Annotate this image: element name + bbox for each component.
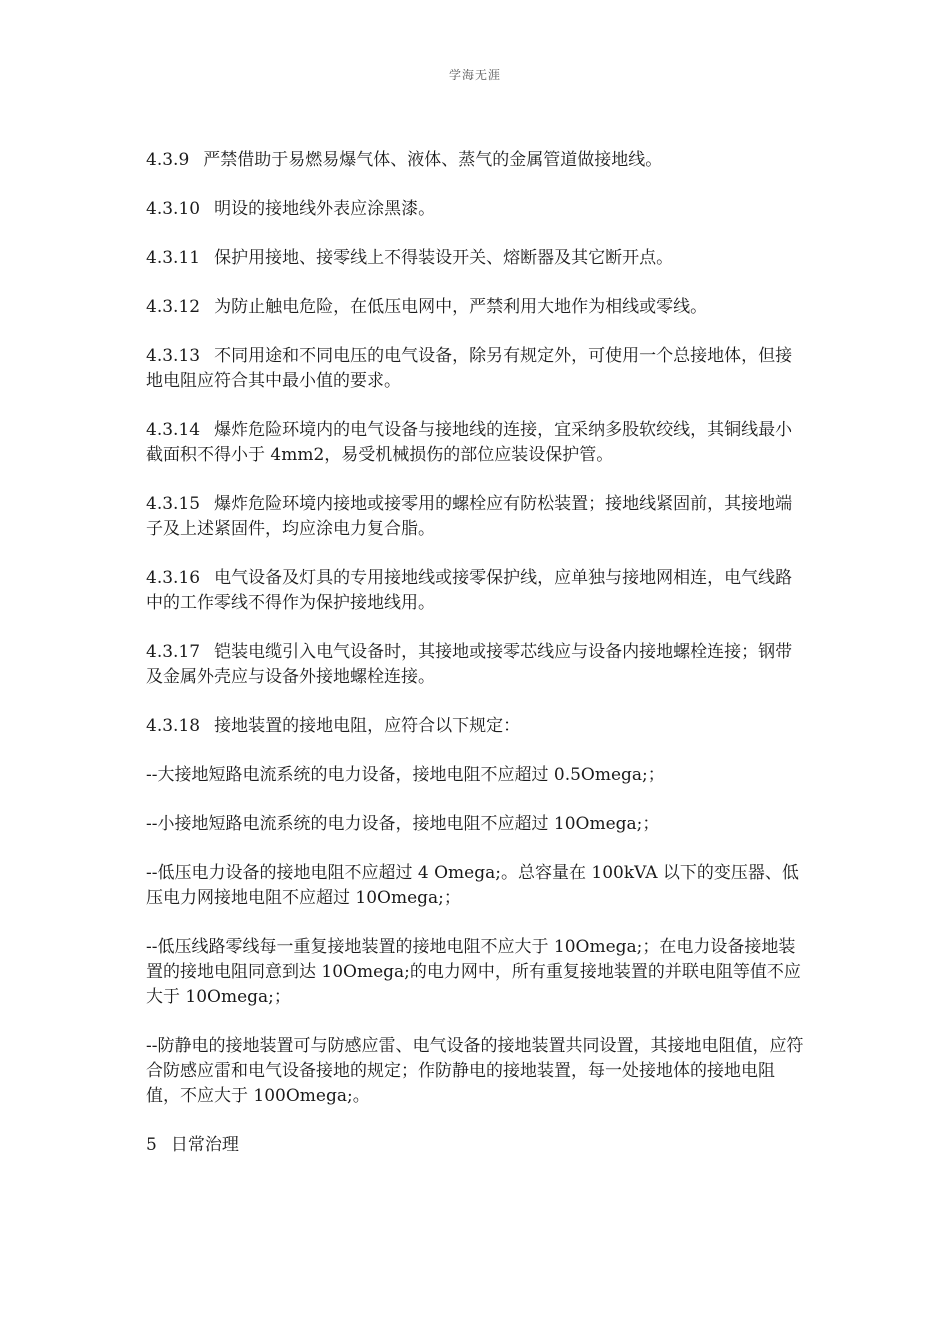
clause-4-3-15 [146,492,808,542]
clause-text: 爆炸危险环境内的电气设备与接地线的连接，宜采纳多股软绞线，其铜线最小截面积不得小于 4mm2，易受机械损伤的部位应装设保护管。 [146,420,793,465]
clause-4-3-18 [146,714,808,739]
clause-4-3-13 [146,344,808,394]
clause-text: 为防止触电危险，在低压电网中，严禁利用大地作为相线或零线。 [214,297,708,317]
section-title: 日常治理 [170,1135,239,1155]
clause-number: 4.3.11 [146,248,201,268]
rule-text: --低压电力设备的接地电阻不应超过 4 Omega;。总容量在 100kVA 以下的变压器、低压电力网接地电阻不应超过 10Omega;； [146,863,799,908]
clause-text: 接地装置的接地电阻，应符合以下规定： [214,716,521,736]
section-number: 5 [146,1135,157,1155]
clause-number: 4.3.9 [146,150,190,170]
clause-number: 4.3.13 [146,346,201,366]
rule-text: --大接地短路电流系统的电力设备，接地电阻不应超过 0.5Omega;； [146,765,665,785]
clause-number: 4.3.12 [146,297,201,317]
resistance-rule-antistatic [146,1034,808,1109]
clause-text: 电气设备及灯具的专用接地线或接零保护线，应单独与接地网相连，电气线路中的工作零线不得作为保护接地线用。 [146,568,793,613]
rule-text: --小接地短路电流系统的电力设备，接地电阻不应超过 10Omega;； [146,814,660,834]
clause-text: 严禁借助于易燃易爆气体、液体、蒸气的金属管道做接地线。 [203,150,663,170]
resistance-rule-large-current [146,763,808,788]
clause-4-3-17 [146,640,808,690]
clause-text: 保护用接地、接零线上不得装设开关、熔断器及其它断开点。 [214,248,674,268]
resistance-rule-low-voltage [146,861,808,911]
clause-number: 4.3.17 [146,642,201,662]
section-heading-5 [146,1133,808,1158]
rule-text: --防静电的接地装置可与防感应雷、电气设备的接地装置共同设置，其接地电阻值，应符合防感应雷和电气设备接地的规定；作防静电的接地装置，每一处接地体的接地电阻值，不应大于 100Omega;。 [146,1036,804,1106]
clause-number: 4.3.10 [146,199,201,219]
page-header: 学海无涯 [448,68,501,82]
clause-text: 铠装电缆引入电气设备时，其接地或接零芯线应与设备内接地螺栓连接；钢带及金属外壳应与设备外接地螺栓连接。 [146,642,793,687]
resistance-rule-small-current [146,812,808,837]
clause-number: 4.3.16 [146,568,201,588]
clause-number: 4.3.14 [146,420,201,440]
clause-4-3-11 [146,246,808,271]
clause-4-3-16 [146,566,808,616]
clause-4-3-9 [146,148,808,173]
clause-number: 4.3.18 [146,716,201,736]
clause-4-3-14 [146,418,808,468]
resistance-rule-neutral-line [146,935,808,1010]
clause-number: 4.3.15 [146,494,201,514]
rule-text: --低压线路零线每一重复接地装置的接地电阻不应大于 10Omega;；在电力设备接地装置的接地电阻同意到达 10Omega;的电力网中，所有重复接地装置的并联电阻等值不应大于 10Omega;； [146,937,801,1007]
clause-text: 不同用途和不同电压的电气设备，除另有规定外，可使用一个总接地体，但接地电阻应符合其中最小值的要求。 [146,346,793,391]
document-body [146,148,808,1182]
clause-4-3-12 [146,295,808,320]
clause-4-3-10 [146,197,808,222]
clause-text: 明设的接地线外表应涂黑漆。 [214,199,436,219]
clause-text: 爆炸危险环境内接地或接零用的螺栓应有防松装置；接地线紧固前，其接地端子及上述紧固件，均应涂电力复合脂。 [146,494,793,539]
